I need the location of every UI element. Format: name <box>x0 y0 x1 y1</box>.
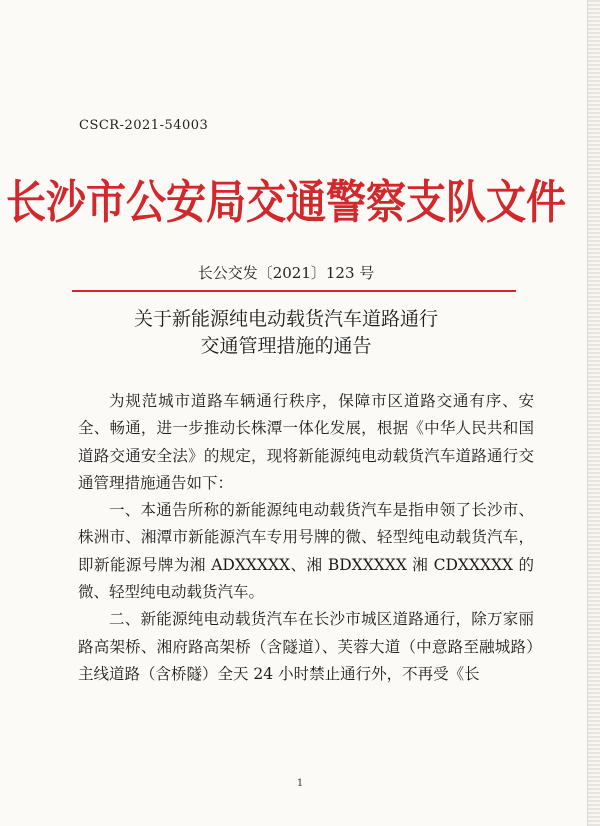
subject-line-1: 关于新能源纯电动载货汽车道路通行 <box>133 308 438 330</box>
paragraph-item-1: 一、本通告所称的新能源纯电动载货汽车是指申领了长沙市、株洲市、湘潭市新能源汽车专用号牌的微、轻型纯电动载货汽车，即新能源号牌为湘 ADXXXXX、湘 BDXXXXX 湘 CDXXXXX 的微、轻型纯电动载货汽车。 <box>78 501 534 602</box>
document-number: 长公交发〔2021〕123 号 <box>197 264 375 282</box>
scan-edge <box>587 0 600 826</box>
red-divider <box>72 290 516 292</box>
paragraph-intro: 为规范城市道路车辆通行秩序，保障市区道路交通有序、安全、畅通，进一步推动长株潭一体化发展，根据《中华人民共和国道路交通安全法》的规定，现将新能源纯电动载货汽车道路通行交通管理措施通告如下： <box>78 392 534 492</box>
agency-title: 长沙市公安局交通警察支队文件 <box>6 175 566 230</box>
subject-line-2: 交通管理措施的通告 <box>200 335 372 357</box>
page-number: 1 <box>296 778 304 789</box>
body-text <box>78 388 534 688</box>
document-code: CSCR-2021-54003 <box>79 118 209 133</box>
paragraph-item-2: 二、新能源纯电动载货汽车在长沙市城区道路通行，除万家丽路高架桥、湘府路高架桥（含隧道）、芙蓉大道（中意路至融城路）主线道路（含桥隧）全天 24 小时禁止通行外，不再受《长 <box>78 610 534 683</box>
subject-heading <box>0 306 572 360</box>
